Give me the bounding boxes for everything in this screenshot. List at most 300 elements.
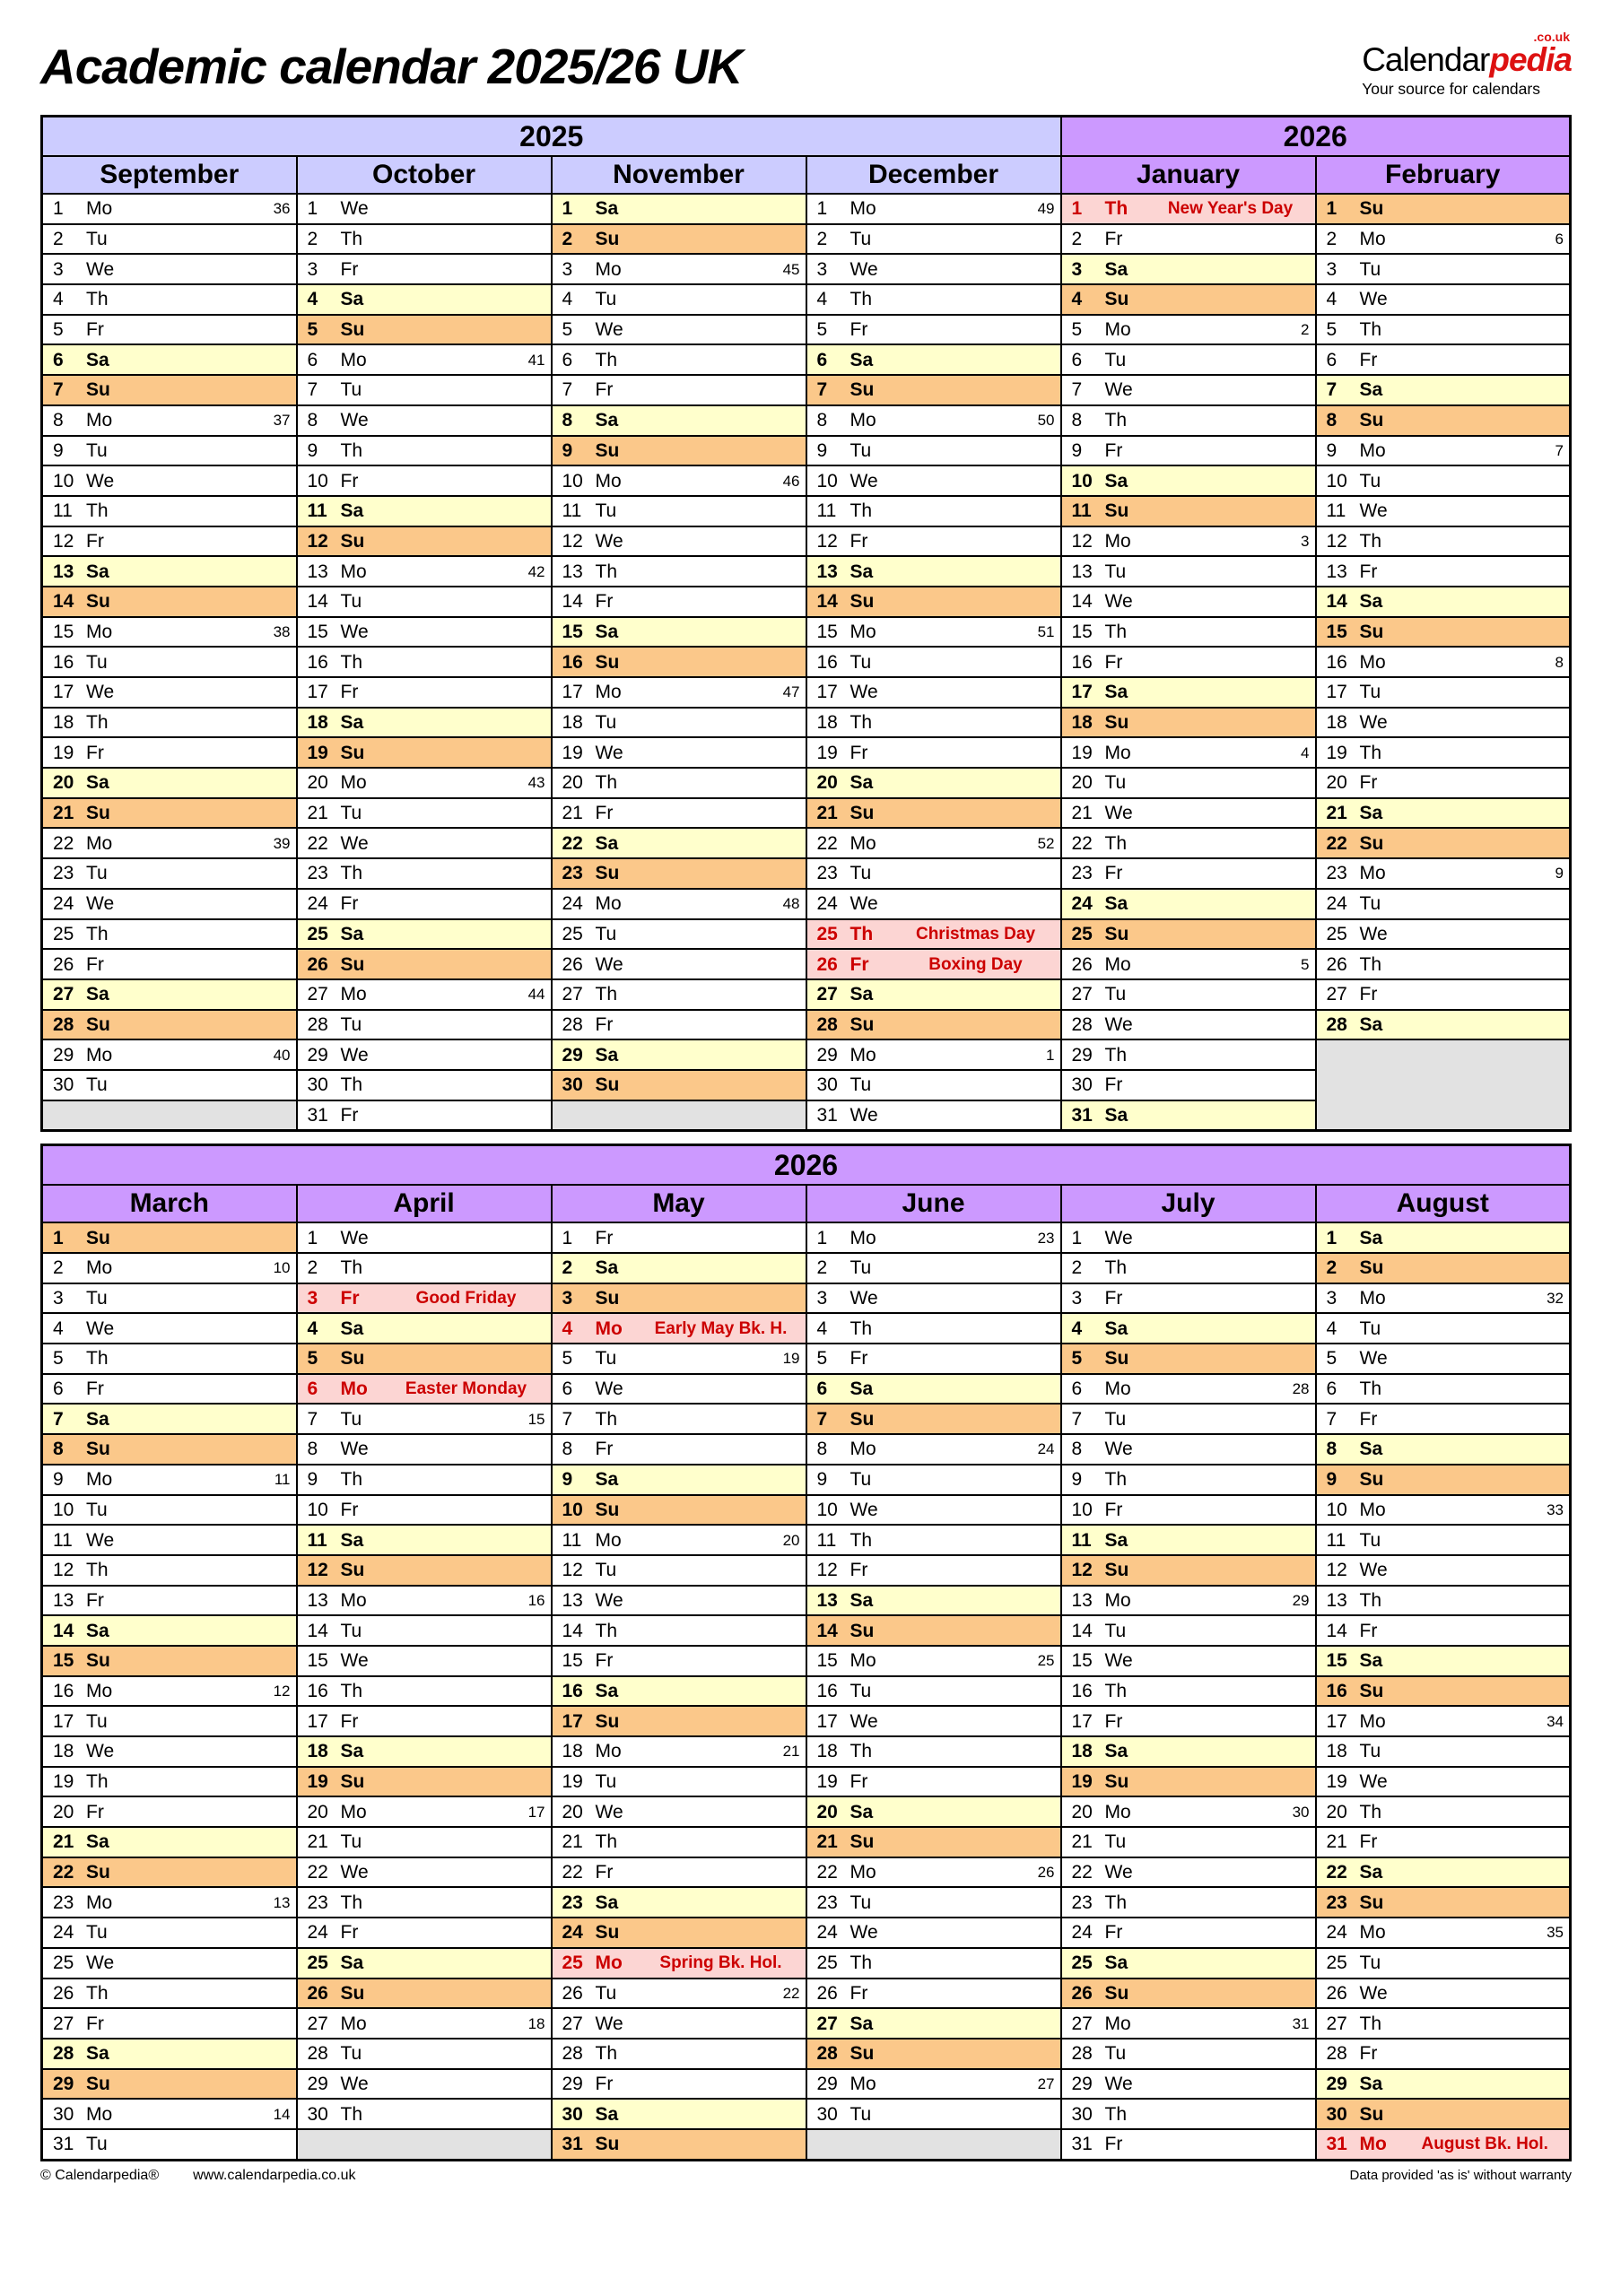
weekday-label: Th <box>86 712 109 734</box>
day-row-content <box>1317 195 1570 223</box>
day-number: 26 <box>816 1982 838 2004</box>
day-row-content <box>553 618 806 647</box>
day-row-content <box>298 1918 551 1947</box>
day-cell-october-16 <box>297 647 552 677</box>
day-cell-august-24 <box>1316 1918 1571 1948</box>
weekday-label: Sa <box>595 410 619 431</box>
day-number: 8 <box>1071 410 1083 431</box>
day-row-content <box>298 678 551 707</box>
day-row-content <box>298 950 551 978</box>
day-number: 7 <box>1326 379 1338 401</box>
day-row-content <box>1062 1375 1315 1404</box>
week-number: 8 <box>1555 653 1564 671</box>
weekday-label: Su <box>595 1922 620 1944</box>
holiday-label: Early May Bk. H. <box>654 1318 788 1338</box>
day-number: 14 <box>1326 591 1347 613</box>
day-row-content <box>43 1858 296 1887</box>
day-row-content <box>807 1011 1060 1039</box>
day-cell-january-30 <box>1061 1070 1316 1100</box>
weekday-label: Sa <box>595 1257 619 1279</box>
day-number: 4 <box>307 289 318 310</box>
day-number: 3 <box>816 1288 828 1309</box>
day-row-content <box>553 1888 806 1917</box>
day-row-content <box>807 738 1060 767</box>
day-number: 30 <box>307 2103 328 2125</box>
calendar-row-26 <box>42 1979 1571 2009</box>
month-header-december: December <box>806 156 1061 194</box>
weekday-label: Su <box>850 1831 875 1853</box>
calendar-row-8 <box>42 405 1571 436</box>
day-cell-november-24 <box>552 889 806 919</box>
day-cell-february-18 <box>1316 708 1571 738</box>
day-row-content <box>807 1828 1060 1857</box>
day-row-content <box>553 648 806 676</box>
day-cell-august-31 <box>1316 2129 1571 2160</box>
weekday-label: Mo <box>850 410 876 431</box>
weekday-label: Th <box>1104 1257 1128 1279</box>
day-row-content <box>298 1858 551 1887</box>
weekday-label: Fr <box>595 803 614 824</box>
day-cell-august-1 <box>1316 1222 1571 1253</box>
day-row-content <box>553 1647 806 1675</box>
calendar-row-30 <box>42 2099 1571 2129</box>
weekday-label: Sa <box>850 2013 874 2034</box>
day-number: 8 <box>1326 410 1338 431</box>
weekday-label: Mo <box>1104 742 1131 763</box>
day-row-content <box>298 1587 551 1615</box>
day-row-content <box>553 406 806 435</box>
day-row-content <box>43 1465 296 1494</box>
week-number: 17 <box>527 1803 545 1821</box>
day-row-content <box>43 1979 296 2008</box>
day-row-content <box>43 1435 296 1464</box>
weekday-label: Mo <box>1359 229 1386 250</box>
day-number: 14 <box>53 591 74 613</box>
weekday-label: Fr <box>1359 984 1378 1005</box>
day-number: 3 <box>1326 1288 1338 1309</box>
weekday-label: Th <box>595 1408 618 1430</box>
weekday-label: Su <box>1104 1982 1129 2004</box>
day-cell-may-9 <box>552 1465 806 1495</box>
weekday-label: Tu <box>340 1620 362 1641</box>
calendar-table-2025-26-top <box>40 115 1572 1132</box>
day-number: 3 <box>53 258 64 280</box>
weekday-label: Tu <box>340 1831 362 1853</box>
day-cell-july-29 <box>1061 2069 1316 2100</box>
weekday-label: Mo <box>850 2073 876 2094</box>
day-row-content <box>1062 1040 1315 1069</box>
day-cell-september-14 <box>42 587 297 617</box>
day-row-content <box>1062 406 1315 435</box>
day-number: 11 <box>307 500 327 522</box>
day-number: 17 <box>307 1710 328 1732</box>
day-number: 8 <box>307 410 318 431</box>
day-cell-april-30 <box>297 2099 552 2129</box>
day-number: 5 <box>816 319 828 341</box>
empty-cell-june <box>806 2129 1061 2160</box>
holiday-label: Good Friday <box>415 1289 517 1309</box>
weekday-label: Mo <box>1104 2013 1131 2034</box>
calendar-row-16 <box>42 647 1571 677</box>
weekday-label: Th <box>595 772 618 794</box>
weekday-label: Tu <box>86 229 108 250</box>
weekday-label: Su <box>595 651 620 673</box>
day-row-content <box>43 1405 296 1433</box>
day-cell-october-21 <box>297 798 552 829</box>
weekday-label: Su <box>1104 289 1129 310</box>
day-cell-march-6 <box>42 1374 297 1405</box>
day-row-content <box>1317 376 1570 404</box>
day-row-content <box>553 1858 806 1887</box>
day-cell-march-7 <box>42 1404 297 1434</box>
day-number: 15 <box>1071 1650 1093 1672</box>
day-number: 13 <box>562 561 583 582</box>
day-number: 13 <box>816 561 838 582</box>
day-cell-october-13 <box>297 556 552 587</box>
day-cell-march-28 <box>42 2039 297 2069</box>
weekday-label: Fr <box>1104 1922 1123 1944</box>
day-cell-may-4 <box>552 1313 806 1344</box>
weekday-label: Mo <box>1104 1801 1131 1822</box>
day-number: 12 <box>307 1560 328 1581</box>
day-number: 7 <box>53 379 64 401</box>
weekday-label: Sa <box>86 1831 109 1853</box>
day-row-content <box>807 1405 1060 1433</box>
weekday-label: Tu <box>850 863 872 884</box>
weekday-label: Su <box>595 1288 620 1309</box>
holiday-label: Christmas Day <box>915 924 1036 944</box>
day-number: 23 <box>1071 863 1093 884</box>
day-number: 22 <box>1071 832 1093 854</box>
day-row-content <box>298 1707 551 1735</box>
weekday-label: Mo <box>850 1439 876 1460</box>
week-number: 31 <box>1292 2014 1310 2032</box>
weekday-label: We <box>340 1650 369 1672</box>
day-row-content <box>1062 1828 1315 1857</box>
day-cell-february-14 <box>1316 587 1571 617</box>
weekday-label: Th <box>1104 1892 1128 1913</box>
weekday-label: Fr <box>850 1560 868 1581</box>
day-cell-january-7 <box>1061 375 1316 405</box>
weekday-label: Th <box>1104 1680 1128 1701</box>
weekday-label: We <box>595 1801 623 1822</box>
day-row-content <box>43 738 296 767</box>
calendar-row-11 <box>42 496 1571 526</box>
day-number: 30 <box>53 1074 74 1096</box>
day-row-content <box>1317 1616 1570 1645</box>
day-number: 4 <box>1071 1318 1083 1339</box>
calendar-row-22 <box>42 828 1571 858</box>
copyright-text: © Calendarpedia® <box>40 2167 160 2183</box>
weekday-label: Tu <box>1359 1741 1381 1762</box>
day-cell-may-3 <box>552 1283 806 1314</box>
weekday-label: Tu <box>850 2103 872 2125</box>
day-row-content <box>807 1556 1060 1585</box>
weekday-label: Th <box>340 439 363 461</box>
logo-brand <box>1362 43 1572 78</box>
day-number: 11 <box>1071 1529 1092 1551</box>
day-row-content <box>553 678 806 707</box>
week-number: 13 <box>273 1893 291 1911</box>
day-cell-august-26 <box>1316 1979 1571 2009</box>
day-number: 29 <box>816 1044 838 1065</box>
day-number: 22 <box>1326 1862 1347 1883</box>
day-row-content <box>1062 950 1315 978</box>
day-number: 23 <box>53 1892 74 1913</box>
weekday-label: Sa <box>1104 893 1128 915</box>
day-row-content <box>43 709 296 737</box>
day-number: 26 <box>562 953 583 975</box>
weekday-label: Su <box>1359 1680 1384 1701</box>
day-number: 24 <box>1326 893 1347 915</box>
day-number: 20 <box>53 772 74 794</box>
day-number: 2 <box>53 229 64 250</box>
day-row-content <box>807 255 1060 283</box>
week-number: 16 <box>527 1591 545 1609</box>
day-cell-august-30 <box>1316 2099 1571 2129</box>
day-row-content <box>553 437 806 465</box>
calendar-row-18 <box>42 1736 1571 1767</box>
day-number: 17 <box>816 1710 838 1732</box>
day-row-content <box>43 1314 296 1343</box>
day-number: 10 <box>816 1499 838 1520</box>
day-row-content <box>1062 709 1315 737</box>
day-row-content <box>1317 1314 1570 1343</box>
calendar-row-11 <box>42 1525 1571 1555</box>
week-number: 46 <box>782 472 800 490</box>
day-cell-august-16 <box>1316 1676 1571 1707</box>
weekday-label: Tu <box>340 379 362 401</box>
day-number: 13 <box>307 1589 328 1611</box>
day-row-content <box>1317 1647 1570 1675</box>
day-cell-december-15 <box>806 617 1061 648</box>
day-row-content <box>1062 376 1315 404</box>
day-cell-february-3 <box>1316 254 1571 284</box>
day-cell-april-23 <box>297 1887 552 1918</box>
day-row-content <box>807 1496 1060 1525</box>
day-number: 29 <box>53 2073 74 2094</box>
day-cell-june-20 <box>806 1796 1061 1827</box>
day-row-content <box>298 285 551 314</box>
day-row-content <box>807 466 1060 495</box>
day-number: 27 <box>1326 984 1347 1005</box>
day-cell-january-9 <box>1061 436 1316 466</box>
day-row-content <box>553 980 806 1009</box>
day-row-content <box>807 225 1060 254</box>
weekday-label: Su <box>1359 621 1384 642</box>
day-number: 21 <box>1326 1831 1347 1853</box>
day-cell-july-23 <box>1061 1887 1316 1918</box>
day-row-content <box>1317 255 1570 283</box>
day-cell-april-16 <box>297 1676 552 1707</box>
day-cell-august-3 <box>1316 1283 1571 1314</box>
day-number: 21 <box>816 1831 838 1853</box>
calendar-row-22 <box>42 1857 1571 1888</box>
day-row-content <box>1317 1496 1570 1525</box>
day-number: 3 <box>816 258 828 280</box>
day-cell-january-29 <box>1061 1039 1316 1070</box>
day-cell-march-24 <box>42 1918 297 1948</box>
calendar-row-20 <box>42 1796 1571 1827</box>
day-cell-october-28 <box>297 1010 552 1040</box>
day-number: 18 <box>53 712 74 734</box>
day-cell-october-6 <box>297 344 552 375</box>
weekday-label: Fr <box>595 1439 614 1460</box>
calendar-row-23 <box>42 858 1571 889</box>
day-row-content <box>43 497 296 526</box>
weekday-label: Sa <box>340 712 364 734</box>
day-cell-september-3 <box>42 254 297 284</box>
day-cell-august-12 <box>1316 1555 1571 1586</box>
weekday-label: Mo <box>850 1862 876 1883</box>
day-number: 31 <box>562 2134 583 2155</box>
weekday-label: We <box>595 1378 623 1400</box>
day-number: 3 <box>307 1288 318 1309</box>
weekday-label: Sa <box>86 984 109 1005</box>
day-row-content <box>43 437 296 465</box>
weekday-label: Th <box>1359 742 1382 763</box>
day-number: 26 <box>1326 1982 1347 2004</box>
weekday-label: Sa <box>1104 1529 1128 1551</box>
day-cell-october-10 <box>297 465 552 496</box>
day-row-content <box>1317 437 1570 465</box>
weekday-label: We <box>595 953 623 975</box>
day-row-content <box>807 980 1060 1009</box>
day-row-content <box>43 1918 296 1947</box>
day-cell-may-27 <box>552 2008 806 2039</box>
week-number: 30 <box>1292 1803 1310 1821</box>
day-row-content <box>553 1828 806 1857</box>
day-cell-september-6 <box>42 344 297 375</box>
day-cell-april-3 <box>297 1283 552 1314</box>
calendar-row-4 <box>42 1313 1571 1344</box>
day-cell-may-22 <box>552 1857 806 1888</box>
day-cell-october-26 <box>297 949 552 979</box>
month-header-june: June <box>806 1185 1061 1222</box>
day-number: 11 <box>1326 1529 1346 1551</box>
day-cell-may-31 <box>552 2129 806 2160</box>
day-row-content <box>1317 1435 1570 1464</box>
day-number: 18 <box>1071 712 1093 734</box>
day-cell-march-26 <box>42 1979 297 2009</box>
day-cell-january-23 <box>1061 858 1316 889</box>
day-row-content <box>553 2070 806 2099</box>
day-cell-december-27 <box>806 979 1061 1010</box>
day-cell-september-11 <box>42 496 297 526</box>
day-row-content <box>553 1587 806 1615</box>
day-number: 12 <box>53 530 74 552</box>
day-cell-september-26 <box>42 949 297 979</box>
day-number: 14 <box>816 591 838 613</box>
weekday-label: Su <box>340 1560 365 1581</box>
day-number: 4 <box>53 289 64 310</box>
day-cell-august-18 <box>1316 1736 1571 1767</box>
day-row-content <box>807 799 1060 828</box>
weekday-label: Su <box>1104 923 1129 944</box>
weekday-label: Th <box>86 1560 109 1581</box>
day-row-content <box>1062 1496 1315 1525</box>
day-cell-june-21 <box>806 1827 1061 1857</box>
day-cell-october-24 <box>297 889 552 919</box>
day-cell-july-8 <box>1061 1434 1316 1465</box>
day-cell-january-16 <box>1061 647 1316 677</box>
day-row-content <box>43 195 296 223</box>
day-cell-february-17 <box>1316 677 1571 708</box>
day-row-content <box>553 1435 806 1464</box>
day-cell-march-30 <box>42 2099 297 2129</box>
weekday-label: Tu <box>86 863 108 884</box>
day-cell-april-22 <box>297 1857 552 1888</box>
weekday-label: We <box>86 1741 115 1762</box>
day-cell-january-27 <box>1061 979 1316 1010</box>
day-cell-july-2 <box>1061 1253 1316 1283</box>
day-cell-october-5 <box>297 315 552 345</box>
weekday-label: Su <box>850 1620 875 1641</box>
day-row-content <box>1062 195 1315 223</box>
day-cell-april-27 <box>297 2008 552 2039</box>
day-number: 30 <box>1071 2103 1093 2125</box>
day-cell-june-26 <box>806 1979 1061 2009</box>
day-number: 12 <box>562 530 583 552</box>
day-row-content <box>807 557 1060 586</box>
day-cell-march-3 <box>42 1283 297 1314</box>
weekday-label: Fr <box>340 1710 359 1732</box>
day-cell-january-4 <box>1061 284 1316 315</box>
day-number: 20 <box>53 1801 74 1822</box>
day-cell-august-14 <box>1316 1615 1571 1646</box>
day-cell-september-8 <box>42 405 297 436</box>
day-cell-july-26 <box>1061 1979 1316 2009</box>
weekday-label: We <box>1359 1771 1388 1793</box>
day-number: 25 <box>1326 1952 1347 1974</box>
day-number: 31 <box>1326 2134 1347 2155</box>
day-number: 10 <box>1326 470 1347 491</box>
day-row-content <box>1062 1435 1315 1464</box>
day-cell-january-19 <box>1061 737 1316 768</box>
day-row-content <box>1317 1465 1570 1494</box>
day-number: 5 <box>53 319 64 341</box>
day-cell-september-27 <box>42 979 297 1010</box>
weekday-label: Tu <box>340 591 362 613</box>
day-row-content <box>1317 1979 1570 2008</box>
day-row-content <box>1317 2070 1570 2099</box>
week-number: 32 <box>1547 1290 1564 1308</box>
day-number: 26 <box>53 953 74 975</box>
day-row-content <box>1062 1797 1315 1826</box>
day-row-content <box>807 678 1060 707</box>
weekday-label: Fr <box>86 530 104 552</box>
day-number: 5 <box>307 1348 318 1370</box>
day-cell-february-10 <box>1316 465 1571 496</box>
weekday-label: Mo <box>1359 1922 1386 1944</box>
day-cell-march-15 <box>42 1646 297 1676</box>
day-row-content <box>298 1071 551 1100</box>
day-row-content <box>553 1616 806 1645</box>
day-number: 29 <box>1326 2073 1347 2094</box>
day-cell-august-5 <box>1316 1344 1571 1374</box>
day-row-content <box>1317 497 1570 526</box>
weekday-label: Th <box>1104 621 1128 642</box>
calendar-row-9 <box>42 436 1571 466</box>
weekday-label: Mo <box>86 198 113 220</box>
weekday-label: We <box>850 1922 878 1944</box>
day-row-content <box>1317 1888 1570 1917</box>
day-number: 18 <box>816 1741 838 1762</box>
day-number: 6 <box>307 1378 318 1400</box>
day-number: 9 <box>307 1469 318 1491</box>
weekday-label: Mo <box>86 1469 113 1491</box>
day-row-content <box>553 2009 806 2038</box>
